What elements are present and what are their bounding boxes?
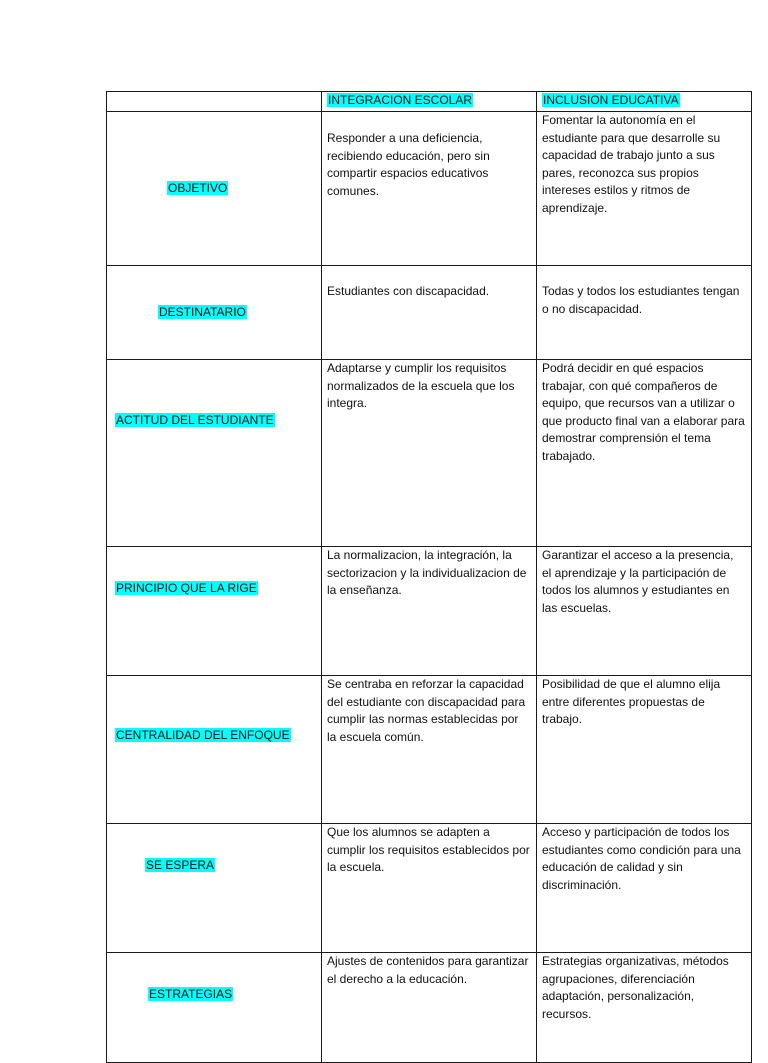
table-header-row — [107, 92, 752, 112]
header-cell-inclusion — [537, 92, 752, 112]
row-label: CENTRALIDAD DEL ENFOQUE — [116, 728, 290, 742]
integracion-cell: La normalizacion, la integración, la sectorizacion y la individualizacion de la enseñanza. — [322, 547, 537, 676]
row-label-cell — [107, 676, 322, 824]
table-row — [107, 824, 752, 953]
table-row — [107, 953, 752, 1063]
inclusion-cell: Estrategias organizativas, métodos agrupaciones, diferenciación adaptación, personalización, recursos. — [537, 953, 752, 1063]
row-label-cell — [107, 266, 322, 360]
row-label: DESTINATARIO — [159, 304, 246, 319]
table-row — [107, 547, 752, 676]
header-cell-integracion — [322, 92, 537, 112]
integracion-cell: Que los alumnos se adapten a cumplir los requisitos establecidos por la escuela. — [322, 824, 537, 953]
row-label: ACTITUD DEL ESTUDIANTE — [116, 413, 274, 427]
inclusion-cell: Fomentar la autonomía en el estudiante para que desarrolle su capacidad de trabajo junto a sus pares, reconozca sus propios intereses estilos y ritmos de aprendizaje. — [537, 112, 752, 266]
integracion-cell: Se centraba en reforzar la capacidad del estudiante con discapacidad para cumplir las normas establecidas por la escuela común. — [322, 676, 537, 824]
table-row — [107, 676, 752, 824]
comparison-table — [106, 91, 752, 1063]
integracion-cell: Responder a una deficiencia, recibiendo educación, pero sin compartir espacios educativos comunes. — [322, 112, 537, 266]
row-label: SE ESPERA — [146, 858, 215, 872]
table-row — [107, 360, 752, 547]
row-label: PRINCIPIO QUE LA RIGE — [116, 581, 257, 595]
integracion-cell: Ajustes de contenidos para garantizar el derecho a la educación. — [322, 953, 537, 1063]
integracion-cell: Adaptarse y cumplir los requisitos normalizados de la escuela que los integra. — [322, 360, 537, 547]
inclusion-cell: Todas y todos los estudiantes tengan o no discapacidad. — [537, 266, 752, 360]
inclusion-cell: Posibilidad de que el alumno elija entre diferentes propuestas de trabajo. — [537, 676, 752, 824]
header-inclusion-label: INCLUSION EDUCATIVA — [543, 93, 679, 107]
header-integracion-label: INTEGRACION ESCOLAR — [328, 93, 473, 107]
row-label-cell — [107, 360, 322, 547]
row-label: OBJETIVO — [168, 180, 228, 195]
row-label-cell — [107, 824, 322, 953]
header-cell-empty — [107, 92, 322, 112]
table-row — [107, 266, 752, 360]
integracion-cell: Estudiantes con discapacidad. — [322, 266, 537, 360]
table-row — [107, 112, 752, 266]
row-label-cell — [107, 547, 322, 676]
row-label-cell — [107, 112, 322, 266]
inclusion-cell: Acceso y participación de todos los estudiantes como condición para una educación de calidad y sin discriminación. — [537, 824, 752, 953]
inclusion-cell: Garantizar el acceso a la presencia, el aprendizaje y la participación de todos los alumnos y estudiantes en las escuelas. — [537, 547, 752, 676]
row-label: ESTRATEGIAS — [149, 987, 233, 1001]
row-label-cell — [107, 953, 322, 1063]
inclusion-cell: Podrá decidir en qué espacios trabajar, con qué compañeros de equipo, que recursos van a utilizar o que producto final van a elaborar para demostrar comprensión el tema trabajado. — [537, 360, 752, 547]
